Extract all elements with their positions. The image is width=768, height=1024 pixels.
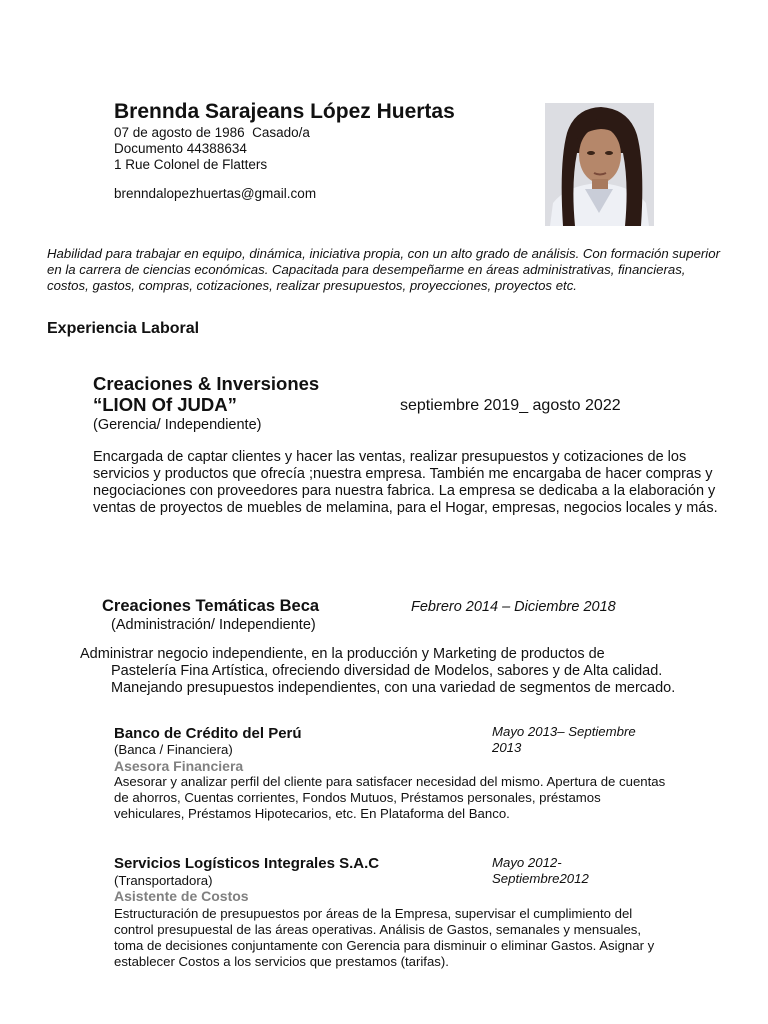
birth-status: 07 de agosto de 1986 Casado/a xyxy=(114,125,310,140)
job-dates: Febrero 2014 – Diciembre 2018 xyxy=(411,599,616,615)
profile-photo xyxy=(545,103,654,226)
job-company: Servicios Logísticos Integrales S.A.C xyxy=(114,855,380,872)
candidate-name: Brennda Sarajeans López Huertas xyxy=(114,100,455,123)
document-number: Documento 44388634 xyxy=(114,141,247,156)
description-line: Administrar negocio independiente, en la producción y Marketing de productos de xyxy=(80,646,605,662)
description-line: Pastelería Fina Artística, ofreciendo diversidad de Modelos, sabores y de Alta calidad. xyxy=(111,663,663,679)
company-name-line1: Creaciones & Inversiones xyxy=(93,373,320,394)
job-type: (Banca / Financiera) xyxy=(114,742,233,757)
company-name-line2: “LION Of JUDA” xyxy=(93,394,237,415)
job-company: Banco de Crédito del Perú xyxy=(114,725,302,742)
job-dates: septiembre 2019_ agosto 2022 xyxy=(400,397,621,414)
job-company xyxy=(93,373,319,415)
profile-summary: Habilidad para trabajar en equipo, dinámica, iniciativa propia, con un alto grado de análisis. Con formación superior en la carrera de ciencias económicas. Capacitada para desempeñarme en áreas administrativas, financieras, costos, gastos, compras, cotizaciones, realizar presupuestos, proyecciones, proyectos etc. xyxy=(47,246,720,293)
job-description: Asesorar y analizar perfil del cliente para satisfacer necesidad del mismo. Apertura de cuentas de ahorros, Cuentas corrientes, Fondos Mutuos, Préstamos personales, préstamos vehiculares, Préstamos Hipotecarios, etc. En Plataforma del Banco. xyxy=(114,774,666,821)
job-role: Asistente de Costos xyxy=(114,888,249,904)
description-line: Manejando presupuestos independientes, con una variedad de segmentos de mercado. xyxy=(111,680,676,696)
personal-info xyxy=(114,125,310,173)
job-dates: Mayo 2013– Septiembre 2013 xyxy=(492,724,636,755)
job-type: (Gerencia/ Independiente) xyxy=(93,417,262,433)
job-description xyxy=(80,646,740,697)
job-company: Creaciones Temáticas Beca xyxy=(102,597,320,615)
address: 1 Rue Colonel de Flatters xyxy=(114,157,268,172)
job-type: (Transportadora) xyxy=(114,873,213,888)
email: brenndalopezhuertas@gmail.com xyxy=(114,186,317,201)
job-description: Estructuración de presupuestos por áreas de la Empresa, supervisar el cumplimiento del control presupuestal de las áreas operativas. Análisis de Gastos, semanales y mensuales, toma de decisiones conjuntamente con Gerencia para disminuir o eliminar Gastos. Asignar y establecer Costos a los servicios que prestamos (tarifas). xyxy=(114,906,655,969)
job-dates: Mayo 2012- Septiembre2012 xyxy=(492,855,589,886)
job-type: (Administración/ Independiente) xyxy=(111,617,316,633)
section-title-experience: Experiencia Laboral xyxy=(47,320,200,337)
job-description: Encargada de captar clientes y hacer las ventas, realizar presupuestos y cotizaciones de los servicios y productos que ofrecía ;nuestra empresa. También me encargaba de hacer compras y negociaciones con proveedores para nuestra fabrica. La empresa se dedicaba a la elaboración y ventas de proyectos de muebles de melamina, para el Hogar, empresas, negocios locales y más. xyxy=(93,449,718,516)
job-role: Asesora Financiera xyxy=(114,758,244,774)
portrait-icon xyxy=(545,103,654,226)
